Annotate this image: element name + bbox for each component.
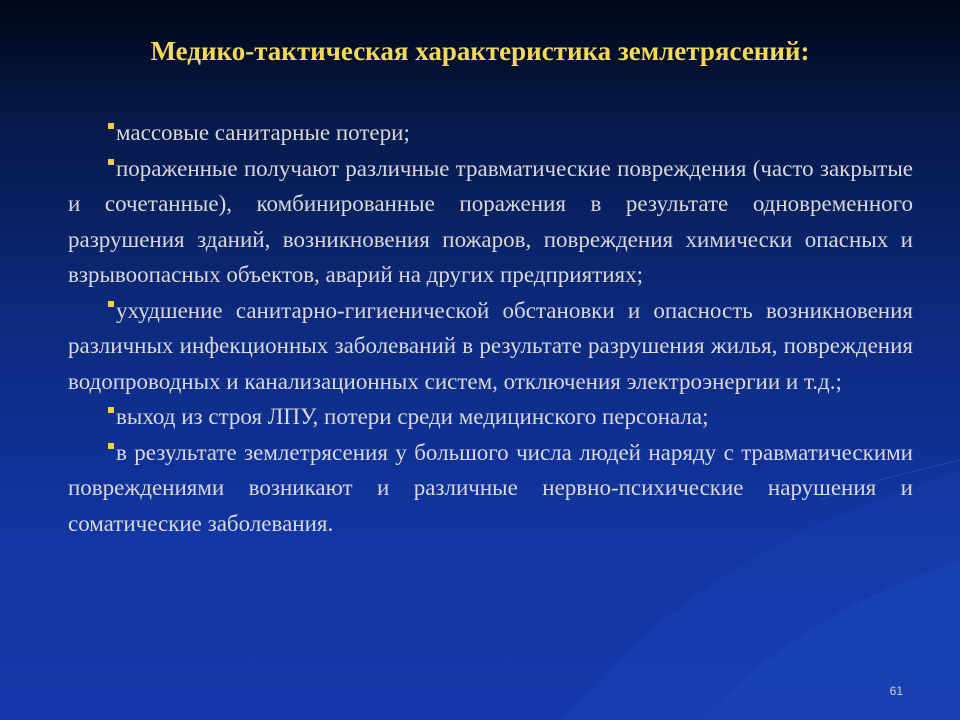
bullet-square-icon	[108, 301, 114, 307]
list-item	[68, 293, 913, 400]
list-item	[68, 115, 913, 151]
list-item	[68, 151, 913, 293]
bullet-square-icon	[108, 407, 114, 413]
list-item	[68, 435, 913, 542]
list-item-text: ухудшение санитарно-гигиенической обстановки и опасность возникновения различных инфекционных заболеваний в результате разрушения жилья, повреждения водопроводных и канализационных систем, отключения электроэнергии и т.д.;	[68, 297, 913, 394]
list-item-text: пораженные получают различные травматические повреждения (часто закрытые и сочетанные), комбинированные поражения в результате одновременного разрушения зданий, возникновения пожаров, повреждения химически опасных и взрывоопасных объектов, аварий на других предприятиях;	[68, 155, 913, 287]
page-number: 61	[889, 684, 903, 698]
list-item-text: выход из строя ЛПУ, потери среди медицинского персонала;	[116, 404, 709, 429]
bullet-list	[68, 115, 913, 541]
slide-title: Медико-тактическая характеристика землетрясений:	[150, 36, 810, 66]
bullet-square-icon	[108, 443, 114, 449]
list-item-text: в результате землетрясения у большого числа людей наряду с травматическими повреждениями возникают и различные нервно-психические нарушения и соматические заболевания.	[68, 439, 913, 536]
list-item-text: массовые санитарные потери;	[116, 120, 410, 145]
list-item	[68, 399, 913, 435]
bullet-square-icon	[108, 123, 114, 129]
bullet-square-icon	[108, 159, 114, 165]
